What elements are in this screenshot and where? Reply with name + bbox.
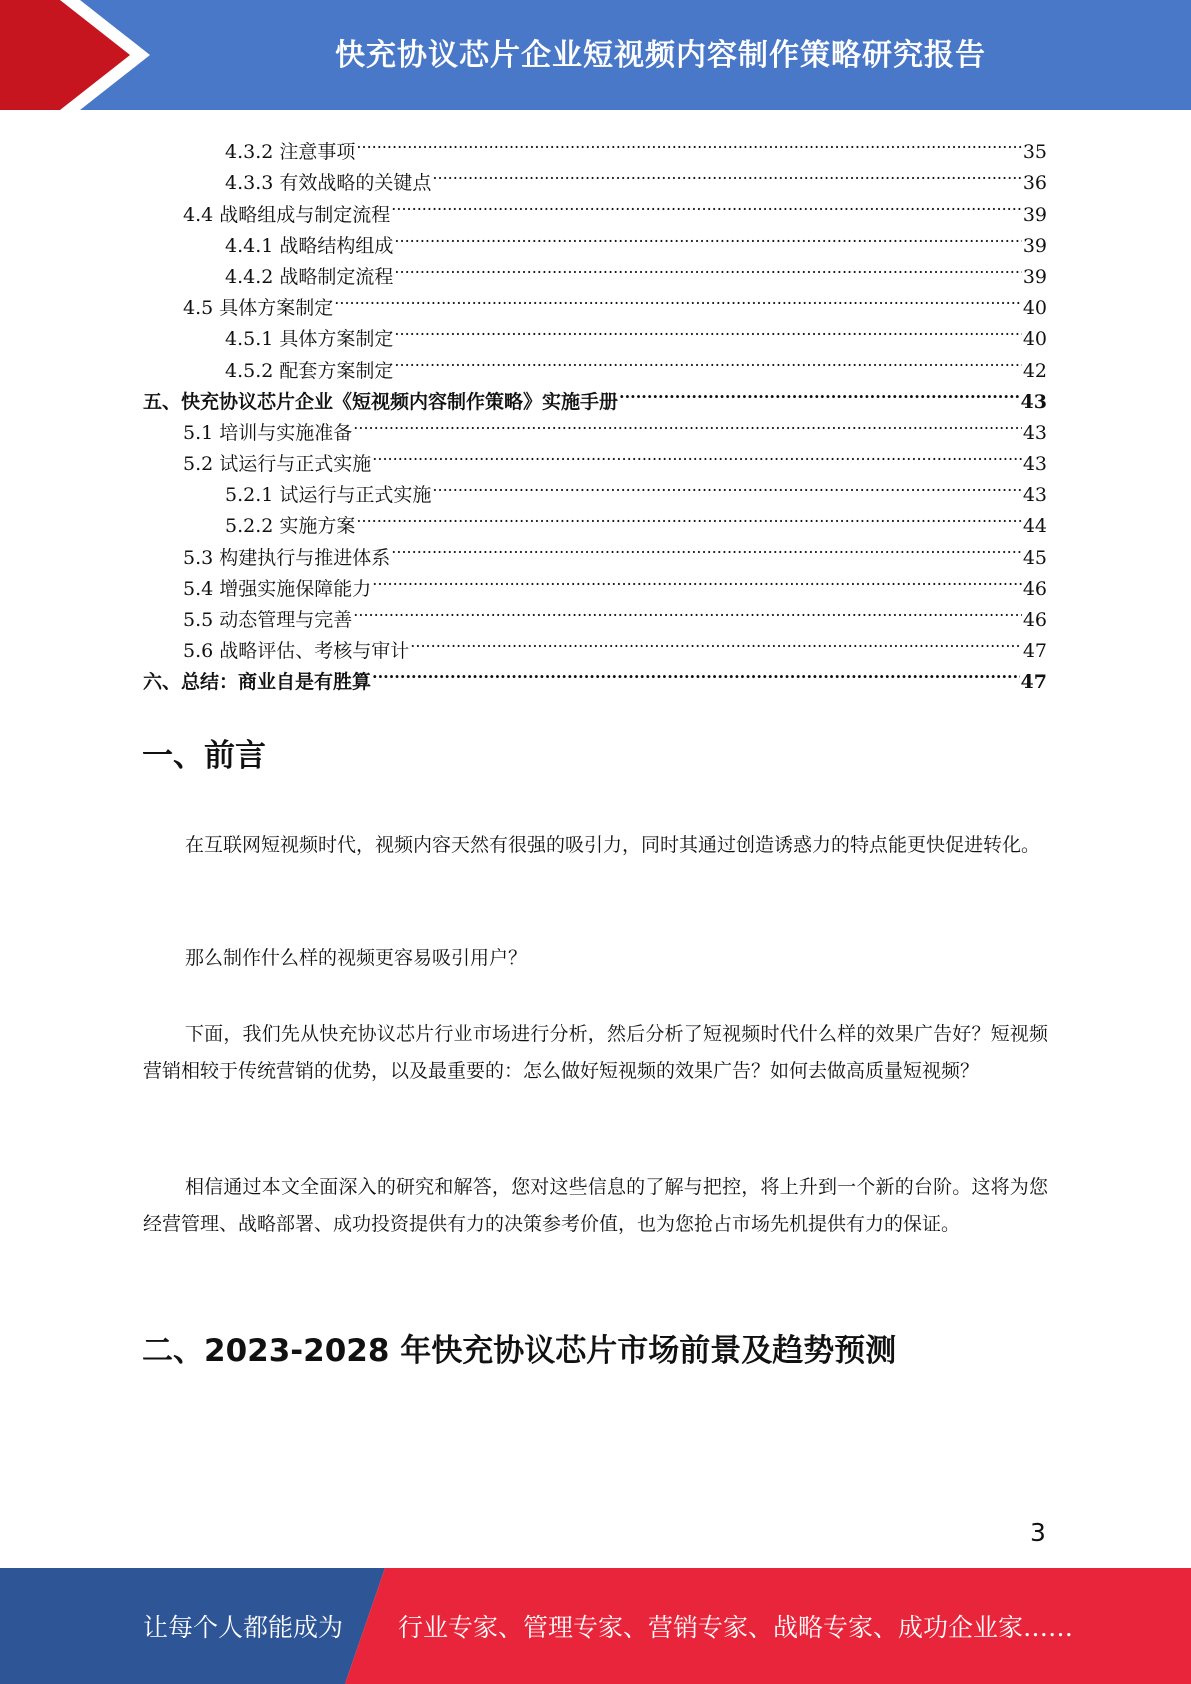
toc-entry-page: 45 [1022, 546, 1047, 569]
toc-entry-page: 44 [1022, 515, 1047, 538]
paragraph: 那么制作什么样的视频更容易吸引用户？ [185, 947, 528, 969]
toc-entry-label: 5.3 构建执行与推进体系 [183, 546, 391, 569]
toc-entry-label: 5.2 试运行与正式实施 [183, 453, 372, 476]
toc-leader-dots [372, 657, 1020, 688]
toc-entry-page: 47 [1020, 671, 1047, 694]
table-of-contents [143, 127, 1047, 694]
toc-entry-label: 5.2.2 实施方案 [225, 515, 356, 538]
toc-entry-label: 4.4.2 战略制定流程 [225, 265, 394, 288]
toc-entry-label: 4.4 战略组成与制定流程 [183, 203, 391, 226]
toc-leader-dots [410, 626, 1022, 657]
toc-entry-label: 5.2.1 试运行与正式实施 [225, 484, 432, 507]
toc-leader-dots [619, 377, 1020, 408]
toc-leader-dots [372, 564, 1022, 595]
toc-leader-dots [394, 252, 1021, 283]
toc-entry-label: 4.5 具体方案制定 [183, 297, 334, 320]
paragraph: 在互联网短视频时代，视频内容天然有很强的吸引力，同时其通过创造诱惑力的特点能更快促进转化。 [185, 834, 1041, 856]
toc-entry-page: 40 [1022, 297, 1047, 320]
footer-slogan-left: 让每个人都能成为 [143, 1613, 344, 1642]
paragraph: 相信通过本文全面深入的研究和解答，您对这些信息的了解与把控，将上升到一个新的台阶。这将为您经营管理、战略部署、成功投资提供有力的决策参考价值，也为您抢占市场先机提供有力的保证。 [143, 1176, 1048, 1235]
toc-leader-dots [334, 283, 1022, 314]
toc-entry-page: 39 [1022, 203, 1047, 226]
footer-slogan-right: 行业专家、管理专家、营销专家、战略专家、成功企业家…… [398, 1613, 1074, 1642]
toc-leader-dots [394, 345, 1021, 376]
toc-entry-page: 42 [1022, 359, 1047, 382]
toc-entry-page: 43 [1022, 453, 1047, 476]
toc-entry-page: 43 [1022, 421, 1047, 444]
toc-entry-page: 39 [1022, 234, 1047, 257]
toc-leader-dots [391, 532, 1022, 563]
toc-leader-dots [432, 470, 1021, 501]
toc-entry-label: 5.5 动态管理与完善 [183, 609, 353, 631]
toc-entry-label: 4.5.2 配套方案制定 [225, 359, 394, 382]
toc-entry-page: 39 [1022, 265, 1047, 288]
page-number: 3 [1030, 1518, 1046, 1547]
toc-leader-dots [391, 189, 1022, 220]
toc-leader-dots [394, 221, 1021, 252]
toc-entry-label: 六、总结：商业自是有胜算 [143, 671, 372, 694]
toc-entry-page: 46 [1022, 609, 1047, 631]
toc-leader-dots [356, 127, 1021, 158]
section-heading-market-outlook: 二、2023-2028 年快充协议芯片市场前景及趋势预测 [142, 1333, 897, 1369]
section-heading-preface: 一、前言 [142, 738, 266, 774]
report-title: 快充协议芯片企业短视频内容制作策略研究报告 [335, 38, 986, 73]
toc-entry-page: 35 [1022, 141, 1047, 164]
page-footer [0, 1568, 1191, 1684]
toc-entry-label: 4.4.1 战略结构组成 [225, 234, 394, 257]
toc-entry-page: 43 [1022, 484, 1047, 507]
page-header [0, 0, 1191, 110]
toc-entry-label: 5.1 培训与实施准备 [183, 421, 353, 444]
toc-entry-page: 40 [1022, 328, 1047, 351]
toc-entry-label: 5.6 战略评估、考核与审计 [183, 640, 410, 663]
toc-leader-dots [356, 501, 1021, 532]
toc-entry-label: 4.5.1 具体方案制定 [225, 328, 394, 351]
toc-leader-dots [394, 314, 1021, 345]
toc-leader-dots [353, 595, 1022, 626]
toc-entry-label: 五、快充协议芯片企业《短视频内容制作策略》实施手册 [143, 390, 619, 413]
toc-entry-page: 36 [1022, 172, 1047, 195]
toc-leader-dots [432, 158, 1021, 189]
red-arrow-decoration [0, 0, 170, 110]
toc-leader-dots [353, 408, 1022, 439]
toc-entry-page: 47 [1022, 640, 1047, 663]
toc-entry-page: 46 [1022, 577, 1047, 600]
toc-entry-label: 4.3.3 有效战略的关键点 [225, 172, 432, 195]
toc-entry-label: 5.4 增强实施保障能力 [183, 577, 372, 600]
toc-entry-page: 43 [1020, 390, 1047, 413]
paragraph: 下面，我们先从快充协议芯片行业市场进行分析，然后分析了短视频时代什么样的效果广告好？短视频营销相较于传统营销的优势，以及最重要的：怎么做好短视频的效果广告？如何去做高质量短视频？ [143, 1023, 1048, 1082]
toc-entry-label: 4.3.2 注意事项 [225, 141, 356, 164]
toc-entry[interactable] [143, 127, 1047, 164]
toc-leader-dots [372, 439, 1022, 470]
